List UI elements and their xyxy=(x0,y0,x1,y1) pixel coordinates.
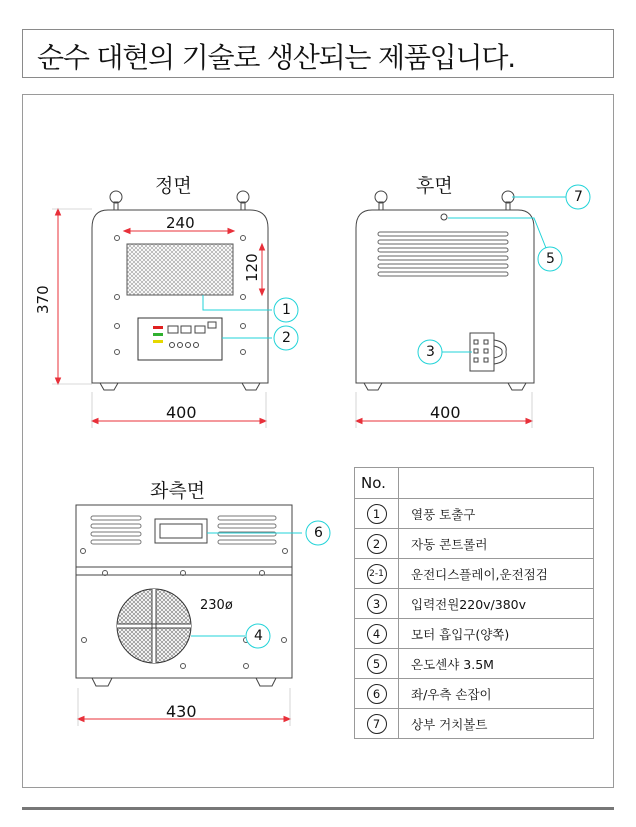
front-eyebolt-left xyxy=(110,191,122,203)
legend-text: 열풍 토출구 xyxy=(399,499,594,529)
legend-row xyxy=(355,709,594,739)
callout-5: 5 xyxy=(546,251,555,267)
legend-text: 입력전원220v/380v xyxy=(399,589,594,619)
dim-grille-width: 240 xyxy=(166,214,195,232)
dim-height: 370 xyxy=(34,285,52,314)
side-view xyxy=(76,505,292,686)
dim-rear-width: 400 xyxy=(430,403,461,422)
side-handle-outer xyxy=(155,519,207,543)
legend-text: 모터 흡입구(양쪽) xyxy=(399,619,594,649)
side-handle xyxy=(160,524,202,538)
legend-header-row xyxy=(355,468,594,499)
legend-num: 3 xyxy=(367,594,387,614)
page-title: 순수 대현의 기술로 생산되는 제품입니다. xyxy=(37,41,515,74)
callout-2: 2 xyxy=(282,330,291,346)
legend-num: 4 xyxy=(367,624,387,644)
dim-grille-height: 120 xyxy=(243,253,261,282)
power-terminal xyxy=(470,333,506,371)
legend-row xyxy=(355,529,594,559)
legend-text: 운전디스플레이,운전점검 xyxy=(399,559,594,589)
legend-num: 6 xyxy=(367,684,387,704)
legend-header-no: No. xyxy=(355,468,399,499)
controller-panel xyxy=(138,318,222,360)
legend-table xyxy=(354,467,594,739)
callout-6: 6 xyxy=(314,525,323,541)
legend-text: 좌/우측 손잡이 xyxy=(399,679,594,709)
legend-text: 온도센샤 3.5M xyxy=(399,649,594,679)
legend-num: 1 xyxy=(367,504,387,524)
legend-text: 자동 콘트롤러 xyxy=(399,529,594,559)
legend-row xyxy=(355,589,594,619)
rear-view-title: 후면 xyxy=(416,175,453,197)
fan-diameter-label: 230ø xyxy=(200,598,233,613)
front-foot-right xyxy=(242,383,260,390)
dim-side-width: 430 xyxy=(166,702,197,721)
legend-num: 5 xyxy=(367,654,387,674)
callout-3: 3 xyxy=(426,344,435,360)
legend-row xyxy=(355,619,594,649)
indicator-green xyxy=(153,333,163,336)
dim-front-width: 400 xyxy=(166,403,197,422)
side-vents xyxy=(91,516,276,544)
legend-header-desc xyxy=(399,468,594,499)
legend-row xyxy=(355,679,594,709)
callout-7: 7 xyxy=(574,189,583,205)
legend-num: 2 xyxy=(367,534,387,554)
indicator-yellow xyxy=(153,340,163,343)
rear-vents xyxy=(378,232,508,276)
callout-1: 1 xyxy=(282,302,291,318)
rear-view xyxy=(356,191,534,390)
legend-text: 상부 거치볼트 xyxy=(399,709,594,739)
front-foot-left xyxy=(100,383,118,390)
temp-sensor-port xyxy=(441,214,447,220)
callout-4: 4 xyxy=(254,628,263,644)
front-view-title: 정면 xyxy=(155,175,192,197)
legend-row xyxy=(355,649,594,679)
legend-num: 7 xyxy=(367,714,387,734)
indicator-red xyxy=(153,326,163,329)
legend-num: 2-1 xyxy=(367,564,387,584)
rear-eyebolt-left xyxy=(375,191,387,203)
side-view-title: 좌측면 xyxy=(150,480,206,502)
legend-row xyxy=(355,559,594,589)
front-eyebolt-right xyxy=(237,191,249,203)
legend-row xyxy=(355,499,594,529)
front-grille xyxy=(127,244,233,295)
